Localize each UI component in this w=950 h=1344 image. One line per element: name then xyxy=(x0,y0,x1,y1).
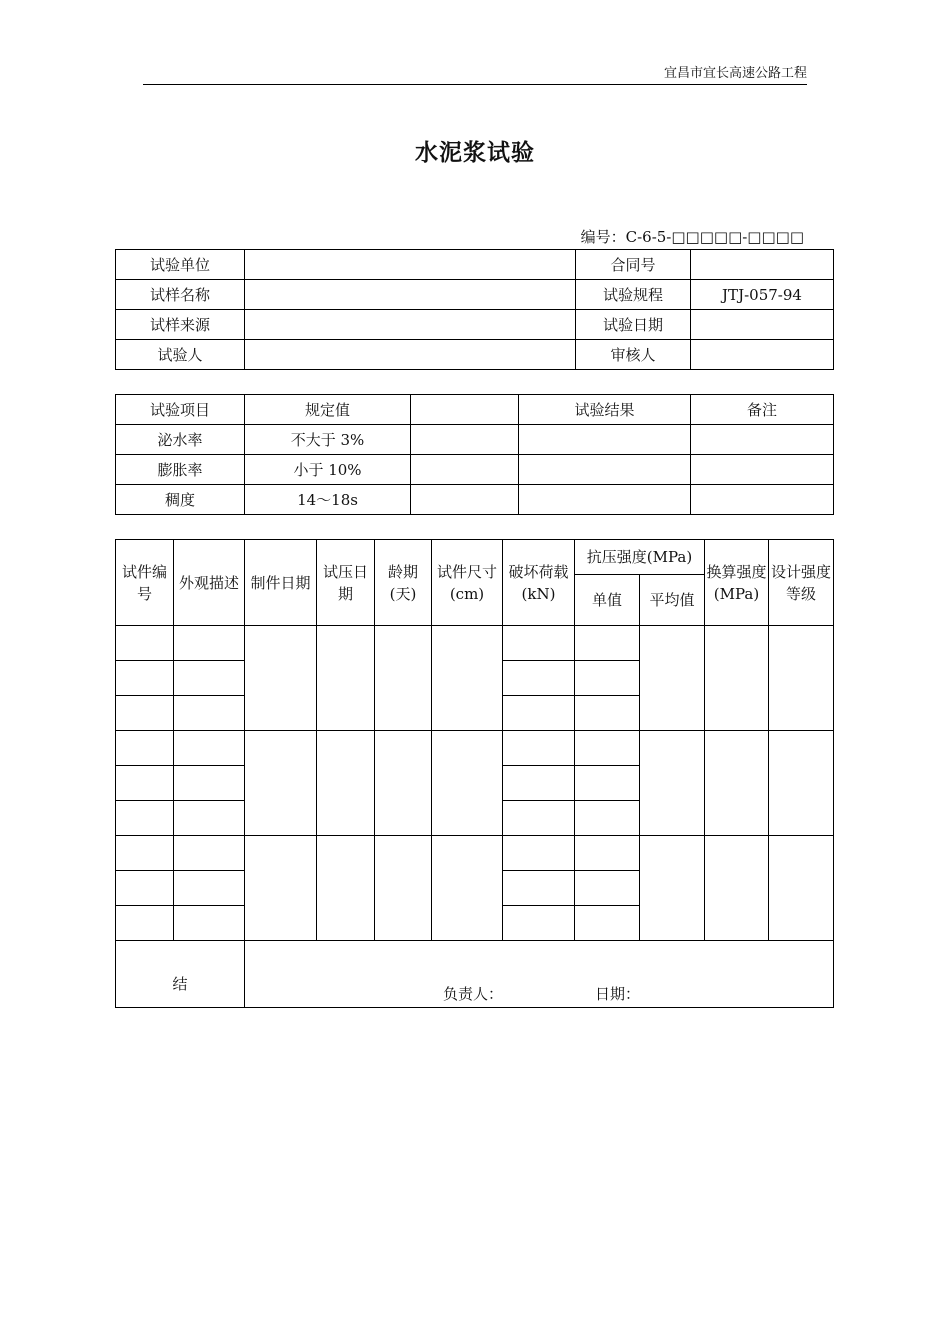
item-blank-cell[interactable] xyxy=(411,425,519,455)
specimen-no-cell[interactable] xyxy=(116,766,174,801)
items-header-row xyxy=(116,395,834,425)
item-blank-cell[interactable] xyxy=(411,485,519,515)
table-row xyxy=(116,455,834,485)
sample-source-field[interactable] xyxy=(245,310,576,340)
specimen-no-cell[interactable] xyxy=(116,906,174,941)
design-cell[interactable] xyxy=(769,731,834,836)
header-org: 宜昌市宜长高速公路工程 xyxy=(663,66,807,81)
items-header-cell: 规定值 xyxy=(245,395,411,425)
page-title: 水泥浆试验 xyxy=(415,139,535,166)
appearance-cell[interactable] xyxy=(174,696,245,731)
table-row xyxy=(116,485,834,515)
single-cell[interactable] xyxy=(575,696,640,731)
specimen-no-cell[interactable] xyxy=(116,731,174,766)
item-spec: 小于 10% xyxy=(245,455,411,485)
header-avg: 平均值 xyxy=(640,575,705,626)
spec-field[interactable]: JTJ-057-94 xyxy=(691,280,834,310)
item-spec: 不大于 3% xyxy=(245,425,411,455)
size-cell[interactable] xyxy=(432,836,503,941)
converted-cell[interactable] xyxy=(705,731,769,836)
responsible-label: 负责人： xyxy=(443,985,504,1003)
avg-cell[interactable] xyxy=(640,731,705,836)
test-items-table xyxy=(115,394,834,515)
header-strength: 抗压强度(MPa) xyxy=(575,540,705,575)
contract-field[interactable] xyxy=(691,250,834,280)
appearance-cell[interactable] xyxy=(174,626,245,661)
item-spec: 14～18s xyxy=(245,485,411,515)
single-cell[interactable] xyxy=(575,801,640,836)
single-cell[interactable] xyxy=(575,906,640,941)
press-date-cell[interactable] xyxy=(317,626,375,731)
item-result-cell[interactable] xyxy=(519,455,691,485)
items-header-cell xyxy=(411,395,519,425)
header-size: 试件尺寸(cm) xyxy=(432,540,503,626)
load-cell[interactable] xyxy=(503,766,575,801)
load-cell[interactable] xyxy=(503,801,575,836)
items-header-cell: 试验项目 xyxy=(116,395,245,425)
test-unit-field[interactable] xyxy=(245,250,576,280)
appearance-cell[interactable] xyxy=(174,871,245,906)
press-date-cell[interactable] xyxy=(317,836,375,941)
item-result-cell[interactable] xyxy=(519,425,691,455)
header-appearance: 外观描述 xyxy=(174,540,245,626)
appearance-cell[interactable] xyxy=(174,906,245,941)
item-remark-cell[interactable] xyxy=(691,455,834,485)
make-date-cell[interactable] xyxy=(245,731,317,836)
age-cell[interactable] xyxy=(375,731,432,836)
converted-cell[interactable] xyxy=(705,626,769,731)
avg-cell[interactable] xyxy=(640,626,705,731)
header-single: 单值 xyxy=(575,575,640,626)
single-cell[interactable] xyxy=(575,731,640,766)
specimen-no-cell[interactable] xyxy=(116,801,174,836)
load-cell[interactable] xyxy=(503,626,575,661)
header-press-date: 试压日期 xyxy=(317,540,375,626)
reviewer-field[interactable] xyxy=(691,340,834,370)
table-row xyxy=(116,731,834,766)
table-row xyxy=(116,626,834,661)
item-blank-cell[interactable] xyxy=(411,455,519,485)
spec-label: 试验规程 xyxy=(576,280,691,310)
table-row xyxy=(116,836,834,871)
press-date-cell[interactable] xyxy=(317,731,375,836)
item-name: 泌水率 xyxy=(116,425,245,455)
conclusion-field[interactable] xyxy=(245,941,834,1008)
sample-name-label: 试样名称 xyxy=(116,280,245,310)
specimen-no-cell[interactable] xyxy=(116,871,174,906)
header-converted: 换算强度(MPa) xyxy=(705,540,769,626)
test-date-field[interactable] xyxy=(691,310,834,340)
single-cell[interactable] xyxy=(575,836,640,871)
single-cell[interactable] xyxy=(575,626,640,661)
make-date-cell[interactable] xyxy=(245,836,317,941)
load-cell[interactable] xyxy=(503,906,575,941)
header-age: 龄期(天) xyxy=(375,540,432,626)
tester-field[interactable] xyxy=(245,340,576,370)
page-header xyxy=(143,66,807,85)
load-cell[interactable] xyxy=(503,871,575,906)
specimen-no-cell[interactable] xyxy=(116,696,174,731)
make-date-cell[interactable] xyxy=(245,626,317,731)
sample-name-field[interactable] xyxy=(245,280,576,310)
load-cell[interactable] xyxy=(503,836,575,871)
header-load: 破坏荷载(kN) xyxy=(503,540,575,626)
age-cell[interactable] xyxy=(375,626,432,731)
appearance-cell[interactable] xyxy=(174,766,245,801)
age-cell[interactable] xyxy=(375,836,432,941)
conclusion-label: 结 xyxy=(116,941,245,1008)
load-cell[interactable] xyxy=(503,696,575,731)
load-cell[interactable] xyxy=(503,661,575,696)
appearance-cell[interactable] xyxy=(174,661,245,696)
converted-cell[interactable] xyxy=(705,836,769,941)
date-label: 日期： xyxy=(595,985,641,1003)
design-cell[interactable] xyxy=(769,626,834,731)
signature-line xyxy=(443,983,640,1005)
design-cell[interactable] xyxy=(769,836,834,941)
item-remark-cell[interactable] xyxy=(691,485,834,515)
header-design: 设计强度等级 xyxy=(769,540,834,626)
reviewer-label: 审核人 xyxy=(576,340,691,370)
contract-label: 合同号 xyxy=(576,250,691,280)
sample-source-label: 试样来源 xyxy=(116,310,245,340)
specimen-data-table xyxy=(115,539,834,1008)
appearance-cell[interactable] xyxy=(174,801,245,836)
form-code: 编号：C-6-5-□□□□□-□□□□ xyxy=(580,228,804,246)
size-cell[interactable] xyxy=(432,626,503,731)
specimen-no-cell[interactable] xyxy=(116,836,174,871)
avg-cell[interactable] xyxy=(640,836,705,941)
test-date-label: 试验日期 xyxy=(576,310,691,340)
table-row xyxy=(116,425,834,455)
header-specimen-no: 试件编号 xyxy=(116,540,174,626)
item-name: 膨胀率 xyxy=(116,455,245,485)
item-remark-cell[interactable] xyxy=(691,425,834,455)
specimen-no-cell[interactable] xyxy=(116,661,174,696)
items-header-cell: 试验结果 xyxy=(519,395,691,425)
appearance-cell[interactable] xyxy=(174,731,245,766)
specimen-no-cell[interactable] xyxy=(116,626,174,661)
item-result-cell[interactable] xyxy=(519,485,691,515)
load-cell[interactable] xyxy=(503,731,575,766)
header-make-date: 制件日期 xyxy=(245,540,317,626)
single-cell[interactable] xyxy=(575,661,640,696)
tester-label: 试验人 xyxy=(116,340,245,370)
items-header-cell: 备注 xyxy=(691,395,834,425)
item-name: 稠度 xyxy=(116,485,245,515)
info-table xyxy=(115,249,834,370)
appearance-cell[interactable] xyxy=(174,836,245,871)
test-unit-label: 试验单位 xyxy=(116,250,245,280)
single-cell[interactable] xyxy=(575,766,640,801)
single-cell[interactable] xyxy=(575,871,640,906)
size-cell[interactable] xyxy=(432,731,503,836)
